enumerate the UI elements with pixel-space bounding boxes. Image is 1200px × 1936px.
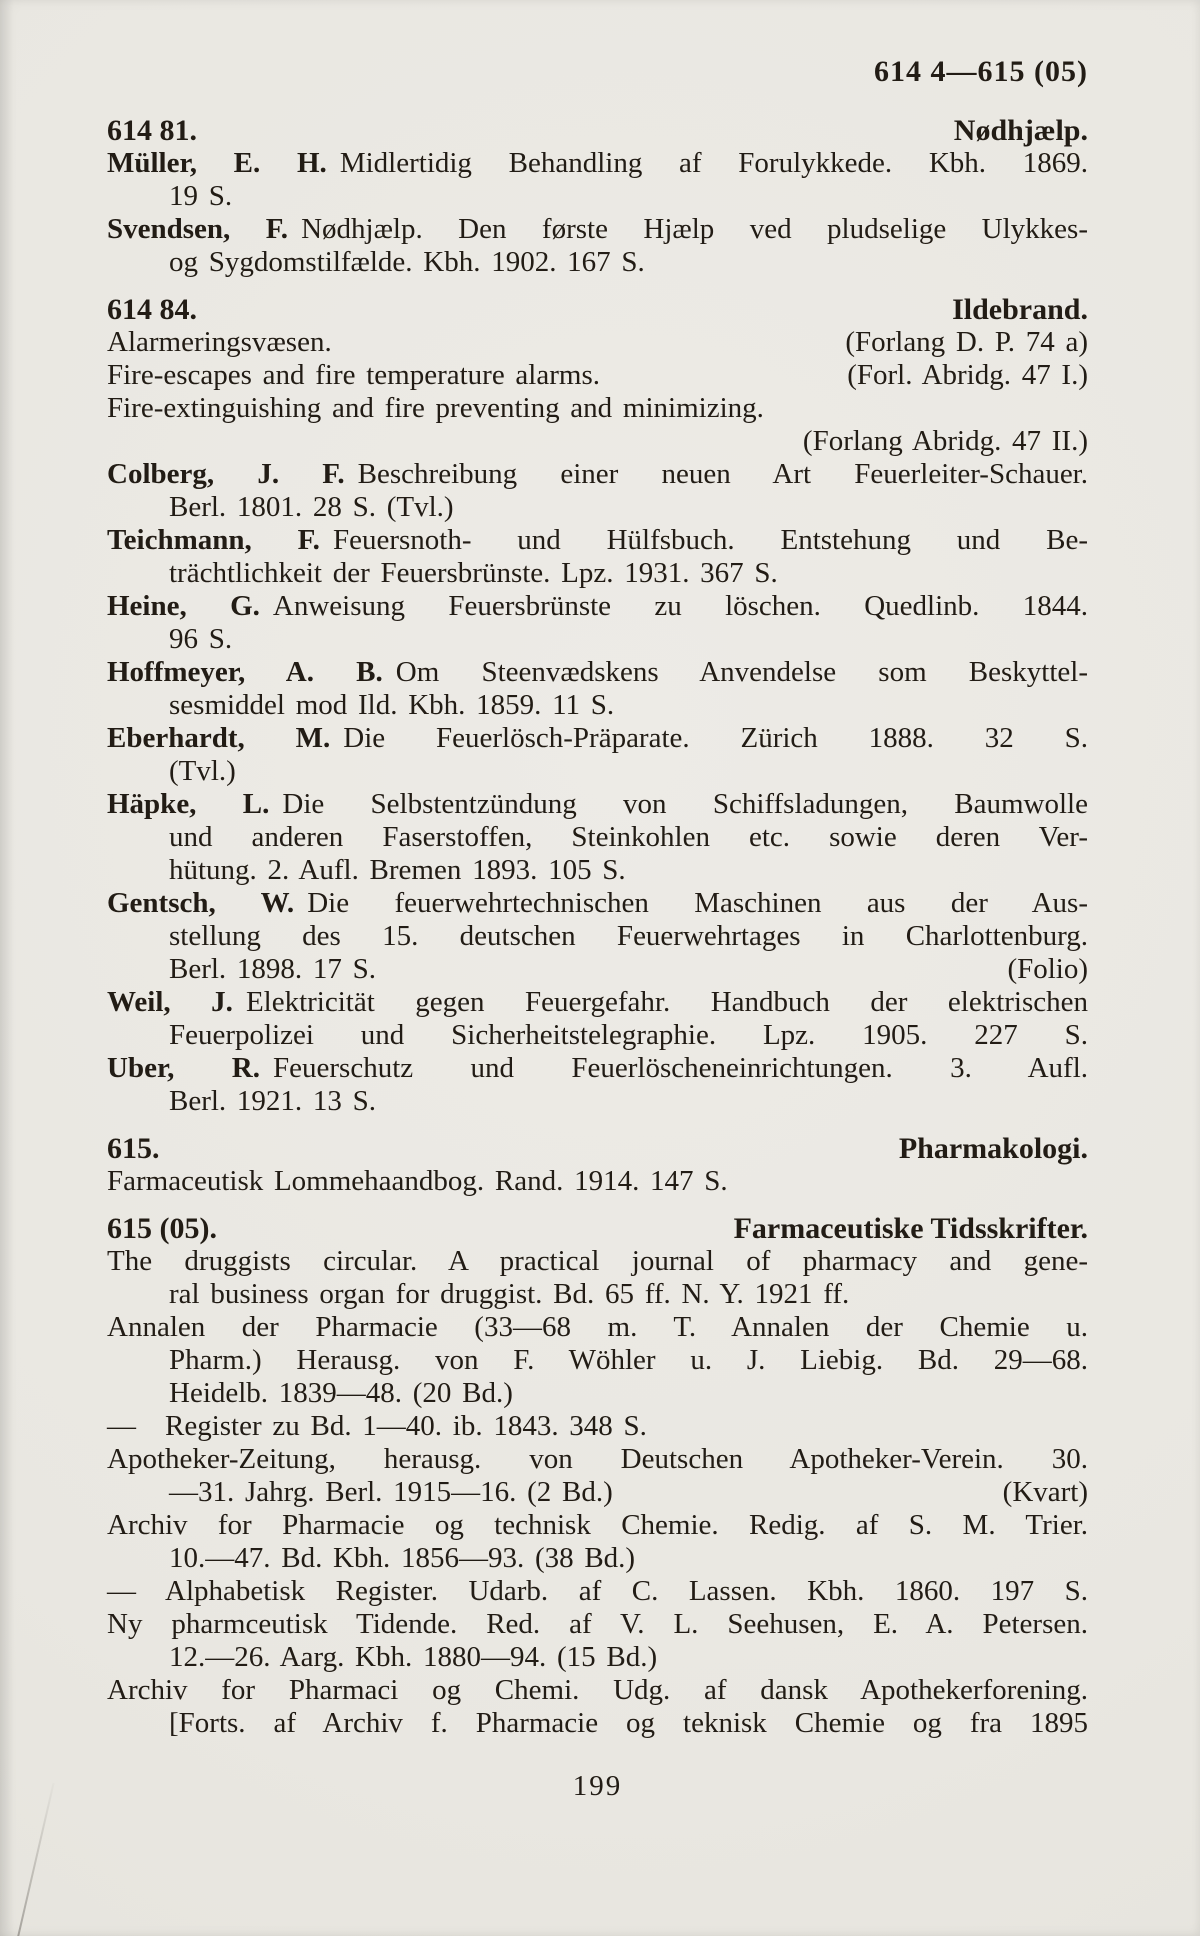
entry-line [107, 722, 1088, 755]
entry-text: Die Feuerlösch-Präparate. Zürich 1888. 32 S. [343, 722, 1088, 754]
entry-text: Fire-extinguishing and fire preventing and minimizing. [107, 392, 764, 424]
bibliography-entry [107, 1165, 1088, 1198]
bibliography-entry [107, 590, 1088, 656]
entry-line [107, 920, 1088, 953]
author-name: Eberhardt, M. [107, 722, 331, 754]
shelf-mark-note: (Forl. Abridg. 47 I.) [847, 359, 1088, 391]
entry-text: Feuersnoth- und Hülfsbuch. Entstehung und Be- [332, 524, 1088, 556]
author-name: Gentsch, W. [107, 887, 295, 919]
entry-line [107, 755, 1088, 788]
entry-text: Pharm.) Herausg. von F. Wöhler u. J. Liebig. Bd. 29—68. [169, 1344, 1088, 1376]
entry-line [107, 213, 1088, 246]
section-title: Farmaceutiske Tidsskrifter. [733, 1212, 1088, 1245]
page-header-classification-range: 614 4—615 (05) [874, 55, 1088, 88]
bibliography-entry [107, 524, 1088, 590]
entry-line [107, 1608, 1088, 1641]
entry-text: Heidelb. 1839—48. (20 Bd.) [169, 1377, 513, 1409]
entry-line [107, 1707, 1088, 1740]
bibliography-entry [107, 213, 1088, 279]
author-name: Hoffmeyer, A. B. [107, 656, 383, 688]
entry-text: 96 S. [169, 623, 233, 655]
section-number: 615 (05). [107, 1212, 217, 1245]
section-heading [107, 114, 1088, 147]
entry-line [107, 1377, 1088, 1410]
entry-line [107, 359, 1088, 392]
entry-line [107, 887, 1088, 920]
bibliography-entry [107, 887, 1088, 986]
entry-line [107, 1052, 1088, 1085]
shelf-mark-note: (Folio) [1007, 953, 1088, 985]
entry-text: [Forts. af Archiv f. Pharmacie og teknisk Chemie og fra 1895 [169, 1707, 1088, 1739]
bibliography-list [107, 114, 1088, 1740]
entry-text: Anweisung Feuersbrünste zu löschen. Quedlinb. 1844. [272, 590, 1088, 622]
entry-text: Apotheker-Zeitung, herausg. von Deutschen Apotheker-Verein. 30. [107, 1443, 1088, 1475]
section-heading [107, 1132, 1088, 1165]
entry-line [107, 1165, 1088, 1198]
bibliography-entry [107, 392, 1088, 458]
bibliography-entry [107, 1311, 1088, 1410]
bibliography-section [107, 114, 1088, 279]
entry-line [107, 1476, 1088, 1509]
entry-line [107, 1311, 1088, 1344]
author-name: Weil, J. [107, 986, 233, 1018]
entry-line [107, 854, 1088, 887]
entry-text: Feuerpolizei und Sicherheitstelegraphie. Lpz. 1905. 227 S. [169, 1019, 1088, 1051]
entry-text: Berl. 1921. 13 S. [169, 1085, 376, 1117]
bibliography-entry [107, 656, 1088, 722]
entry-text: og Sygdomstilfælde. Kbh. 1902. 167 S. [169, 246, 645, 278]
bibliography-entry [107, 458, 1088, 524]
entry-line [107, 788, 1088, 821]
author-name: Svendsen, F. [107, 213, 289, 245]
section-title: Ildebrand. [952, 293, 1088, 326]
entry-text: Berl. 1801. 28 S. (Tvl.) [169, 491, 454, 523]
shelf-mark-note: (Kvart) [1002, 1476, 1088, 1508]
page-edge-shadow [0, 0, 14, 1936]
entry-text: stellung des 15. deutschen Feuerwehrtages in Charlottenburg. [169, 920, 1088, 952]
entry-line [107, 986, 1088, 1019]
shelf-mark-note: (Forlang D. P. 74 a) [845, 326, 1088, 358]
entry-line [107, 1641, 1088, 1674]
section-title: Pharmakologi. [898, 1132, 1088, 1165]
author-name: Teichmann, F. [107, 524, 320, 556]
bibliography-entry [107, 326, 1088, 359]
entry-line [107, 491, 1088, 524]
entry-line [107, 590, 1088, 623]
entry-text: Archiv for Pharmacie og technisk Chemie. Redig. af S. M. Trier. [107, 1509, 1088, 1541]
entry-text: Fire-escapes and fire temperature alarms. [107, 359, 600, 391]
entry-line [107, 147, 1088, 180]
entry-line [107, 326, 1088, 359]
entry-text: Elektricität gegen Feuergefahr. Handbuch der elektrischen [245, 986, 1088, 1018]
section-heading [107, 293, 1088, 326]
entry-line [107, 656, 1088, 689]
bibliography-entry [107, 1575, 1088, 1608]
bibliography-entry [107, 1509, 1088, 1575]
entry-line [107, 524, 1088, 557]
entry-line [107, 953, 1088, 986]
entry-text: Annalen der Pharmacie (33—68 m. T. Annalen der Chemie u. [107, 1311, 1088, 1343]
entry-text: Archiv for Pharmaci og Chemi. Udg. af dansk Apothekerforening. [107, 1674, 1088, 1706]
section-heading [107, 1212, 1088, 1245]
entry-line [107, 1542, 1088, 1575]
bibliography-entry [107, 359, 1088, 392]
entry-line [107, 821, 1088, 854]
bibliography-section [107, 293, 1088, 1118]
author-name: Colberg, J. F. [107, 458, 345, 490]
author-name: Uber, R. [107, 1052, 260, 1084]
entry-text: sesmiddel mod Ild. Kbh. 1859. 11 S. [169, 689, 615, 721]
entry-text: Ny pharmceutisk Tidende. Red. af V. L. Seehusen, E. A. Petersen. [107, 1608, 1088, 1640]
bibliography-section [107, 1212, 1088, 1740]
entry-text: Berl. 1898. 17 S. [169, 953, 376, 985]
entry-text: Beschreibung einer neuen Art Feuerleiter-Schauer. [357, 458, 1088, 490]
entry-text: 19 S. [169, 180, 233, 212]
entry-text: und anderen Faserstoffen, Steinkohlen etc. sowie deren Ver- [169, 821, 1088, 853]
bibliography-section [107, 1132, 1088, 1198]
bibliography-entry [107, 722, 1088, 788]
entry-text: Die feuerwehrtechnischen Maschinen aus der Aus- [307, 887, 1088, 919]
entry-line [107, 1085, 1088, 1118]
page-content [107, 55, 1088, 1803]
bibliography-entry [107, 147, 1088, 213]
entry-line [107, 1278, 1088, 1311]
entry-line [107, 458, 1088, 491]
entry-line [107, 246, 1088, 279]
entry-line [107, 1344, 1088, 1377]
entry-line [107, 689, 1088, 722]
entry-text: —31. Jahrg. Berl. 1915—16. (2 Bd.) [169, 1476, 613, 1508]
entry-text: hütung. 2. Aufl. Bremen 1893. 105 S. [169, 854, 626, 886]
entry-text: Farmaceutisk Lommehaandbog. Rand. 1914. 147 S. [107, 1165, 728, 1197]
entry-text: The druggists circular. A practical journal of pharmacy and gene- [107, 1245, 1088, 1277]
entry-text: Alarmeringsvæsen. [107, 326, 332, 358]
section-number: 614 84. [107, 293, 197, 326]
bibliography-entry [107, 1443, 1088, 1509]
entry-text: Feuerschutz und Feuerlöscheneinrichtungen. 3. Aufl. [273, 1052, 1089, 1084]
entry-line [107, 1443, 1088, 1476]
shelf-mark-note: (Forlang Abridg. 47 II.) [802, 425, 1088, 457]
entry-text: 10.—47. Bd. Kbh. 1856—93. (38 Bd.) [169, 1542, 636, 1574]
entry-text: Die Selbstentzündung von Schiffsladungen, Baumwolle [282, 788, 1088, 820]
author-name: Häpke, L. [107, 788, 270, 820]
bibliography-entry [107, 788, 1088, 887]
entry-line [107, 623, 1088, 656]
bibliography-entry [107, 1052, 1088, 1118]
section-number: 615. [107, 1132, 160, 1165]
bibliography-entry [107, 986, 1088, 1052]
entry-line [107, 1674, 1088, 1707]
entry-text: ral business organ for druggist. Bd. 65 ff. N. Y. 1921 ff. [169, 1278, 850, 1310]
entry-line [107, 557, 1088, 590]
entry-text: Nødhjælp. Den første Hjælp ved pludselige Ulykkes- [301, 213, 1088, 245]
entry-line [107, 1245, 1088, 1278]
entry-line [107, 1575, 1088, 1608]
entry-text: trächtlichkeit der Feuersbrünste. Lpz. 1931. 367 S. [169, 557, 778, 589]
bibliography-entry [107, 1608, 1088, 1674]
bibliography-entry [107, 1674, 1088, 1740]
bibliography-entry [107, 1245, 1088, 1311]
entry-line [107, 392, 1088, 425]
section-title: Nødhjælp. [953, 114, 1088, 147]
entry-line [107, 1019, 1088, 1052]
entry-text: — Alphabetisk Register. Udarb. af C. Lassen. Kbh. 1860. 197 S. [107, 1575, 1088, 1607]
author-name: Müller, E. H. [107, 147, 327, 179]
entry-text: Om Steenvædskens Anvendelse som Beskyttel- [395, 656, 1088, 688]
entry-line [107, 1410, 1088, 1443]
entry-text: 12.—26. Aarg. Kbh. 1880—94. (15 Bd.) [169, 1641, 658, 1673]
entry-text: (Tvl.) [169, 755, 236, 787]
bibliography-entry [107, 1410, 1088, 1443]
page-crease-line [15, 1783, 54, 1936]
page-number: 199 [572, 1770, 623, 1802]
entry-line [107, 425, 1088, 458]
author-name: Heine, G. [107, 590, 260, 622]
entry-text: — Register zu Bd. 1—40. ib. 1843. 348 S. [107, 1410, 647, 1442]
entry-line [107, 180, 1088, 213]
entry-text: Midlertidig Behandling af Forulykkede. Kbh. 1869. [339, 147, 1088, 179]
entry-line [107, 1509, 1088, 1542]
section-number: 614 81. [107, 114, 197, 147]
